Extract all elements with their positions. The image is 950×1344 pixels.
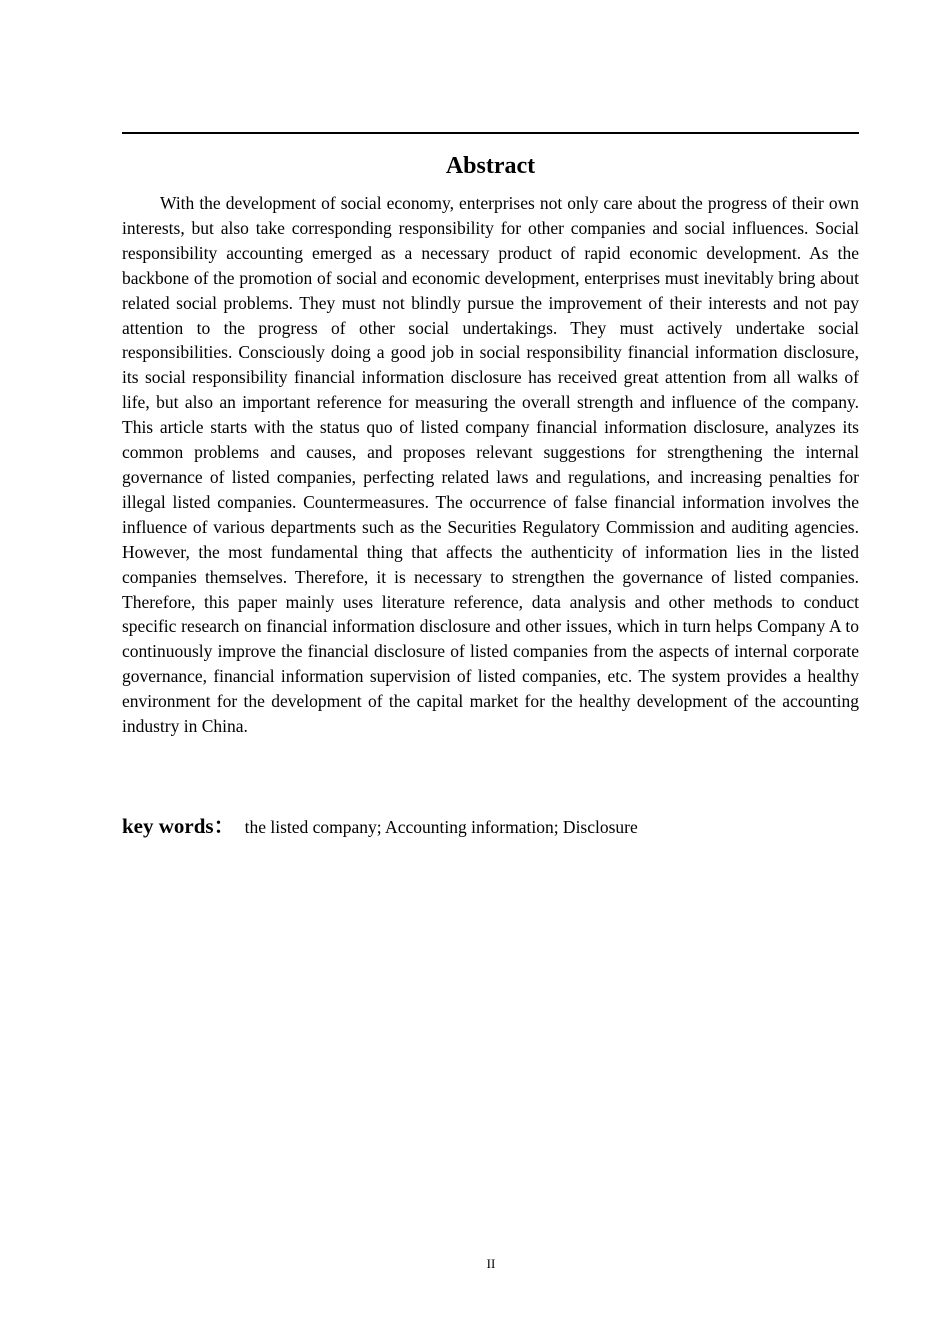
keywords-label: key words [122,814,214,838]
keywords-value: the listed company; Accounting information; Disclosure [244,817,638,837]
abstract-body: With the development of social economy, enterprises not only care about the progress of their own interests, but also take corresponding responsibility for other companies and social influences. Social responsibility accounting emerged as a necessary product of rapid economic development. As the backbone of the promotion of social and economic development, enterprises must inevitably bring about related social problems. They must not blindly pursue the improvement of their interests and not pay attention to the progress of other social undertakings. They must actively undertake social responsibilities. Consciously doing a good job in social responsibility financial information disclosure, its social responsibility financial information disclosure has received great attention from all walks of life, but also an important reference for measuring the overall strength and influence of the company. This article starts with the status quo of listed company financial information disclosure, analyzes its common problems and causes, and proposes relevant suggestions for strengthening the internal governance of listed companies, perfecting related laws and regulations, and increasing penalties for illegal listed companies. Countermeasures. The occurrence of false financial information involves the influence of various departments such as the Securities Regulatory Commission and auditing agencies. However, the most fundamental thing that affects the authenticity of information lies in the listed companies themselves. Therefore, it is necessary to strengthen the governance of listed companies. Therefore, this paper mainly uses literature reference, data analysis and other methods to conduct specific research on financial information disclosure and other issues, which in turn helps Company A to continuously improve the financial disclosure of listed companies from the aspects of internal corporate governance, financial information supervision of listed companies, etc. The system provides a healthy environment for the development of the capital market for the healthy development of the accounting industry in China. [122,193,859,737]
header-rule [122,132,859,134]
page-number: II [486,1256,496,1271]
abstract-title: Abstract [445,153,536,179]
keywords-line [122,812,859,841]
keywords-separator: ： [213,814,235,838]
